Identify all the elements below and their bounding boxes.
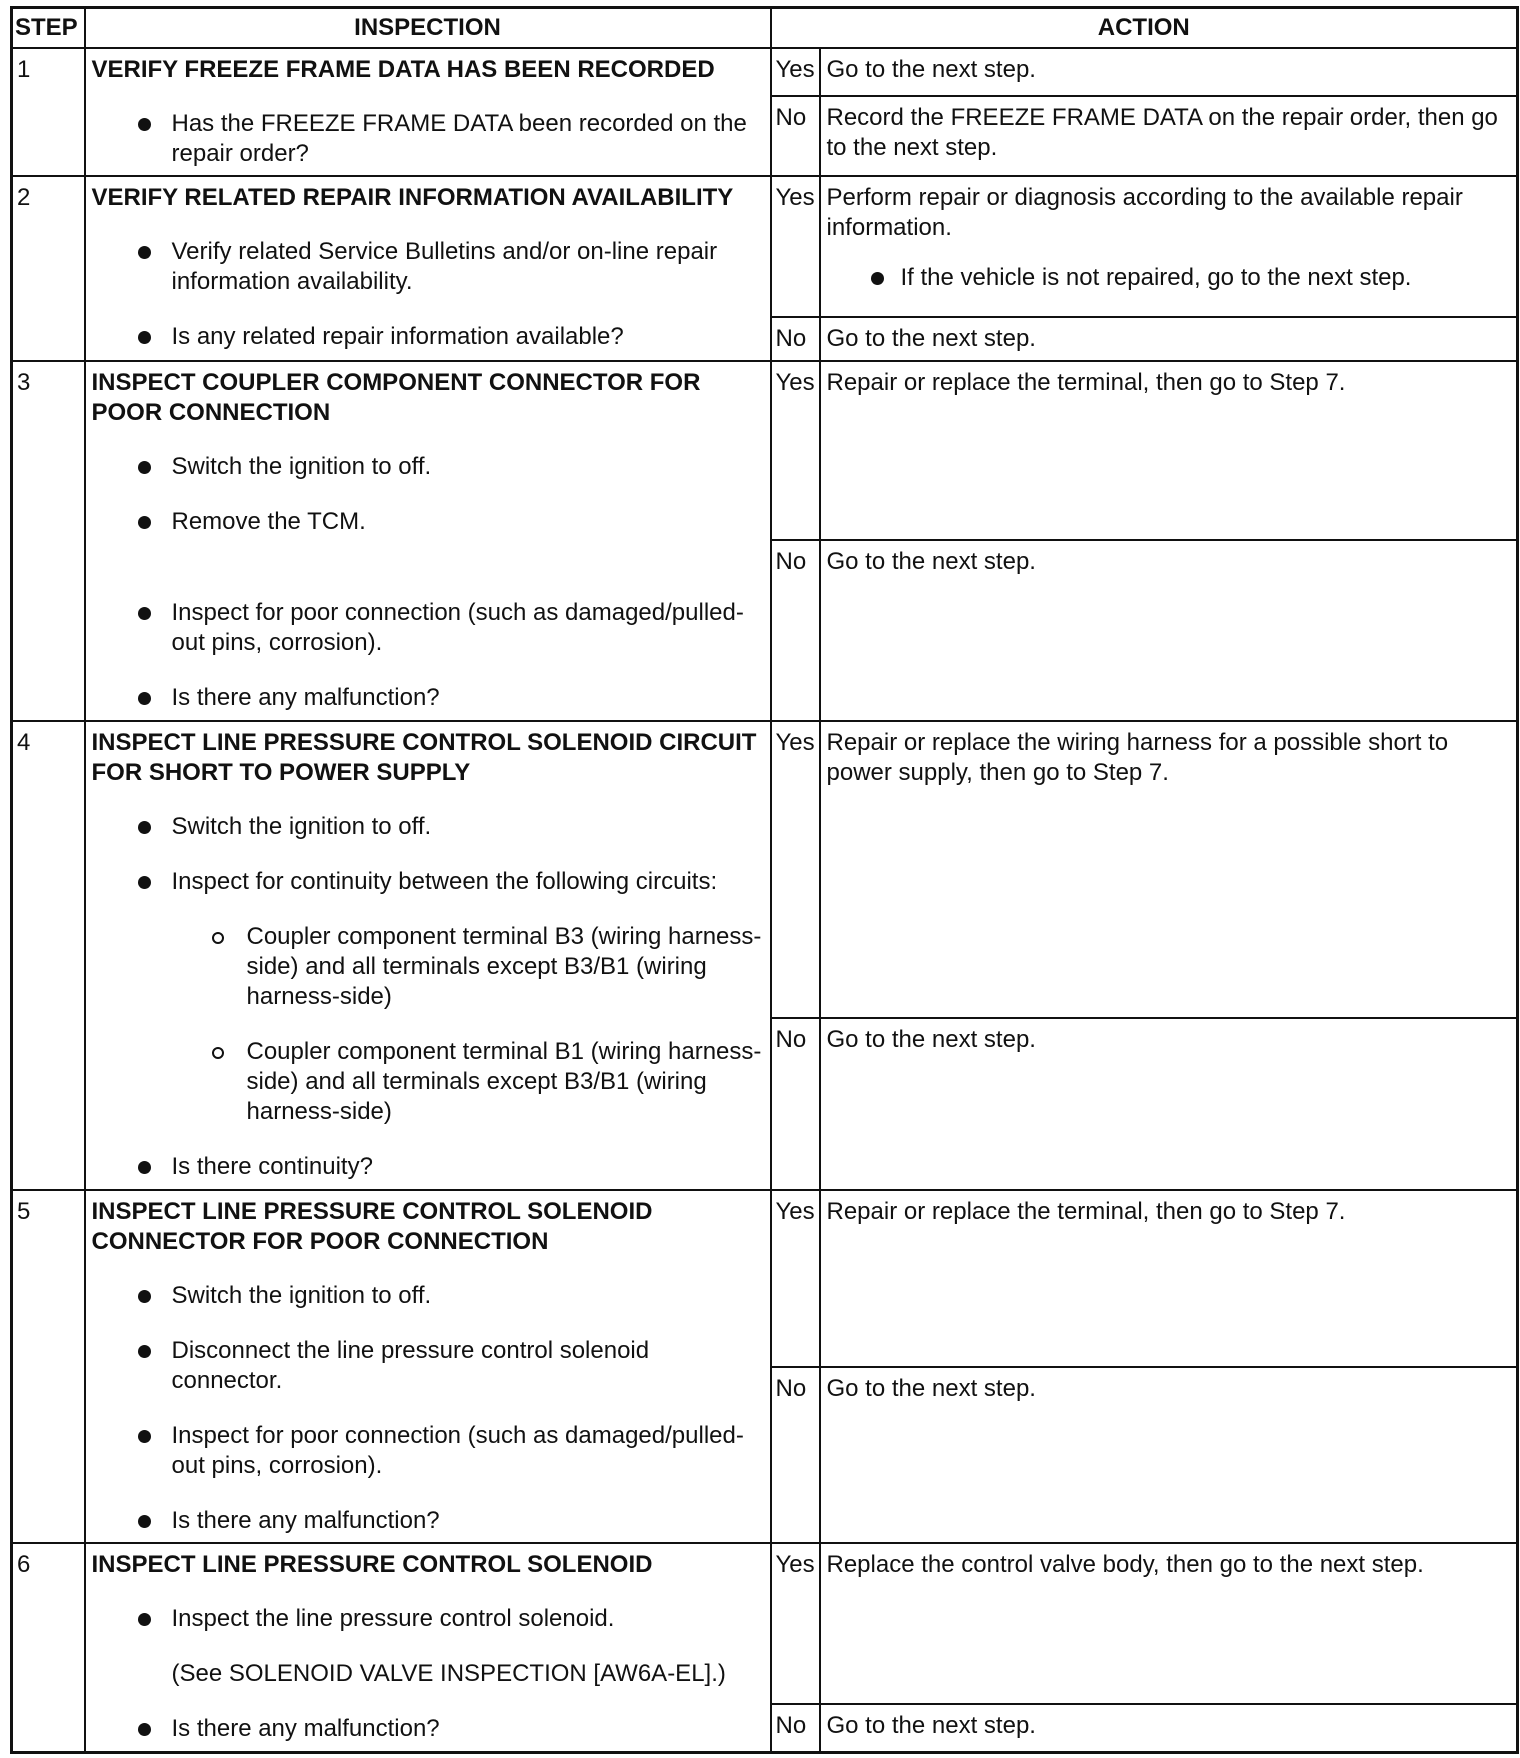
step-2-yes-row	[12, 176, 1518, 316]
no-action: Go to the next step.	[820, 1704, 1518, 1753]
step-number: 1	[12, 48, 85, 176]
step-title: INSPECT COUPLER COMPONENT CONNECTOR FOR POOR CONNECTION	[91, 368, 701, 426]
step-number: 3	[12, 361, 85, 721]
step-inspection	[85, 721, 771, 1190]
yes-label: Yes	[771, 1190, 820, 1367]
no-label: No	[771, 96, 820, 176]
no-action: Go to the next step.	[820, 1018, 1518, 1190]
inspection-bullet: Verify related Service Bulletins and/or on-line repair information availability.	[92, 237, 764, 297]
inspection-sub-bullet: Coupler component terminal B3 (wiring harness-side) and all terminals except B3/B1 (wiring harness-side)	[92, 922, 764, 1012]
inspection-bullet: Is there any malfunction?	[92, 1714, 764, 1744]
step-number: 6	[12, 1543, 85, 1752]
no-action: Go to the next step.	[820, 540, 1518, 720]
step-title: VERIFY RELATED REPAIR INFORMATION AVAILABILITY	[91, 184, 734, 212]
step-title: INSPECT LINE PRESSURE CONTROL SOLENOID CONNECTOR FOR POOR CONNECTION	[91, 1197, 653, 1255]
yes-label: Yes	[771, 176, 820, 316]
yes-action-text: Perform repair or diagnosis according to the available repair information.	[826, 184, 1463, 242]
no-action: Record the FREEZE FRAME DATA on the repair order, then go to the next step.	[820, 96, 1518, 176]
step-6-yes-row	[12, 1543, 1518, 1703]
step-inspection	[85, 176, 771, 360]
no-label: No	[771, 540, 820, 720]
inspection-bullet: Inspect for poor connection (such as damaged/pulled-out pins, corrosion).	[92, 598, 764, 658]
reference-note: (See SOLENOID VALVE INSPECTION [AW6A-EL].)	[171, 1660, 726, 1688]
step-inspection	[85, 1190, 771, 1544]
yes-label: Yes	[771, 48, 820, 96]
inspection-column-header: INSPECTION	[85, 8, 771, 49]
yes-action: Repair or replace the wiring harness for a possible short to power supply, then go to Step 7.	[820, 721, 1518, 1018]
inspection-bullet: Switch the ignition to off.	[92, 1281, 764, 1311]
yes-label: Yes	[771, 721, 820, 1018]
inspection-bullet: Remove the TCM.	[92, 507, 764, 537]
step-number: 4	[12, 721, 85, 1190]
inspection-bullet: Switch the ignition to off.	[92, 452, 764, 482]
step-column-header: STEP	[12, 8, 85, 49]
inspection-bullet: Is there continuity?	[92, 1152, 764, 1182]
inspection-bullet: Is there any malfunction?	[92, 1506, 764, 1536]
step-1-yes-row	[12, 48, 1518, 96]
step-title: VERIFY FREEZE FRAME DATA HAS BEEN RECORDED	[91, 56, 715, 84]
step-title: INSPECT LINE PRESSURE CONTROL SOLENOID	[91, 1551, 653, 1579]
step-inspection	[85, 1543, 771, 1752]
no-label: No	[771, 1704, 820, 1753]
yes-action: Repair or replace the terminal, then go to Step 7.	[820, 361, 1518, 540]
inspection-bullet: Inspect for poor connection (such as damaged/pulled-out pins, corrosion).	[92, 1421, 764, 1481]
spacer	[92, 562, 764, 598]
inspection-bullet: Is any related repair information available?	[92, 322, 764, 352]
yes-action: Go to the next step.	[820, 48, 1518, 96]
header-row	[12, 8, 1518, 49]
no-action: Go to the next step.	[820, 1367, 1518, 1544]
action-bullet: If the vehicle is not repaired, go to the next step.	[827, 263, 1511, 293]
yes-label: Yes	[771, 361, 820, 540]
inspection-bullet: Switch the ignition to off.	[92, 812, 764, 842]
yes-label: Yes	[771, 1543, 820, 1703]
step-3-yes-row	[12, 361, 1518, 540]
no-label: No	[771, 1018, 820, 1190]
yes-action: Replace the control valve body, then go to the next step.	[820, 1543, 1518, 1703]
no-label: No	[771, 1367, 820, 1544]
step-inspection	[85, 48, 771, 176]
inspection-sub-bullet: Coupler component terminal B1 (wiring harness-side) and all terminals except B3/B1 (wiring harness-side)	[92, 1037, 764, 1127]
inspection-bullet: Inspect the line pressure control solenoid.	[92, 1604, 764, 1634]
inspection-bullet: Is there any malfunction?	[92, 683, 764, 713]
step-inspection	[85, 361, 771, 721]
step-number: 5	[12, 1190, 85, 1544]
step-number: 2	[12, 176, 85, 360]
action-column-header: ACTION	[771, 8, 1518, 49]
step-4-yes-row	[12, 721, 1518, 1018]
inspection-bullet: Has the FREEZE FRAME DATA been recorded on the repair order?	[92, 109, 764, 169]
inspection-bullet: Inspect for continuity between the following circuits:	[92, 867, 764, 897]
no-label: No	[771, 317, 820, 361]
yes-action: Repair or replace the terminal, then go to Step 7.	[820, 1190, 1518, 1367]
inspection-bullet: Disconnect the line pressure control solenoid connector.	[92, 1336, 764, 1396]
yes-action	[820, 176, 1518, 316]
diagnostic-procedure-table	[10, 6, 1519, 1754]
step-5-yes-row	[12, 1190, 1518, 1367]
step-title: INSPECT LINE PRESSURE CONTROL SOLENOID CIRCUIT FOR SHORT TO POWER SUPPLY	[91, 728, 757, 786]
no-action: Go to the next step.	[820, 317, 1518, 361]
